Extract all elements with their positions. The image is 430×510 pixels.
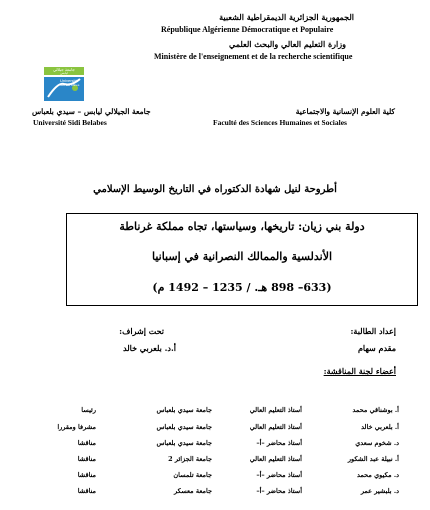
ministry-fr: Ministère de l'enseignement et de la recherche scientifique: [154, 52, 353, 61]
supervisor-name: أ.د. بلعربي خالد: [123, 343, 176, 353]
member-name: د. شخوم سعدي: [355, 439, 399, 447]
supervisor-label: تحت إشراف:: [119, 326, 164, 336]
committee-heading: أعضاء لجنة المناقشة:: [323, 366, 396, 376]
faculty-ar: كلية العلوم الإنسانية والاجتماعية: [295, 107, 395, 116]
thesis-title-line-1: دولة بني زيان: تاريخها، وسياستها، تجاه مملكة غرناطة: [119, 220, 365, 233]
member-role: مناقشا: [77, 455, 96, 463]
member-name: د. بلبشير عمر: [360, 487, 399, 495]
member-role: مناقشا: [77, 439, 96, 447]
member-institution: جامعة سيدي بلعباس: [156, 423, 212, 431]
ministry-ar: وزارة التعليم العالي والبحث العلمي: [229, 39, 346, 49]
thesis-title-line-2: الأندلسية والممالك النصرانية في إسبانيا: [151, 250, 333, 263]
member-name: أ. بلعربي خالد: [361, 423, 399, 431]
member-institution: جامعة الجزائر 2: [168, 455, 212, 463]
committee-row: [0, 471, 430, 483]
committee-row: [0, 406, 430, 418]
member-rank: أستاذ التعليم العالي: [249, 406, 302, 414]
thesis-title-box: [66, 213, 418, 306]
member-name: أ. بوشناقي محمد: [352, 406, 399, 414]
logo-text-ar-2: ليابس: [60, 71, 68, 75]
member-rank: أستاذ التعليم العالي: [249, 455, 302, 463]
member-role: رئيسا: [81, 406, 96, 414]
member-rank: أستاذ محاضر –أ–: [256, 487, 302, 495]
faculty-fr: Faculté des Sciences Humaines et Sociales: [213, 118, 347, 127]
committee-row: [0, 423, 430, 435]
thesis-intro: أطروحة لنيل شهادة الدكتوراه في التاريخ الوسيط الإسلامي: [93, 184, 337, 195]
university-logo: [42, 64, 86, 104]
thesis-title-dates: (633– 898 هـ. / 1235 – 1492 م): [152, 281, 332, 294]
student-name: مقدم سهام: [357, 343, 396, 353]
member-institution: جامعة سيدي بلعباس: [156, 439, 212, 447]
member-institution: جامعة تلمسان: [173, 471, 212, 479]
republic-fr: République Algérienne Démocratique et Populaire: [161, 25, 334, 34]
logo-text-fr-2: Sidi Bel Abbes: [60, 83, 80, 87]
member-role: مناقشا: [77, 471, 96, 479]
logo-text-ar: جامعة جيلالي: [53, 67, 75, 72]
republic-ar: الجمهورية الجزائرية الديمقراطية الشعبية: [219, 12, 354, 22]
member-role: مناقشا: [77, 487, 96, 495]
committee-row: [0, 455, 430, 467]
member-name: د. مكيوي محمد: [356, 471, 399, 479]
logo-text-fr: Université: [60, 78, 78, 83]
committee-row: [0, 439, 430, 451]
student-label: إعداد الطالبة:: [350, 326, 396, 336]
committee-row: [0, 487, 430, 499]
member-institution: جامعة سيدي بلعباس: [156, 406, 212, 414]
member-role: مشرفا ومقررا: [57, 423, 96, 431]
university-ar: جامعة الجيلالي ليابس – سيدي بلعباس: [32, 107, 151, 116]
member-rank: أستاذ محاضر –أ–: [256, 471, 302, 479]
member-name: أ. نبيلة عبد الشكور: [347, 455, 399, 463]
member-rank: أستاذ محاضر –أ–: [256, 439, 302, 447]
member-institution: جامعة معسكر: [174, 487, 212, 495]
member-rank: أستاذ التعليم العالي: [249, 423, 302, 431]
university-fr: Université Sidi Belabes: [33, 118, 107, 127]
